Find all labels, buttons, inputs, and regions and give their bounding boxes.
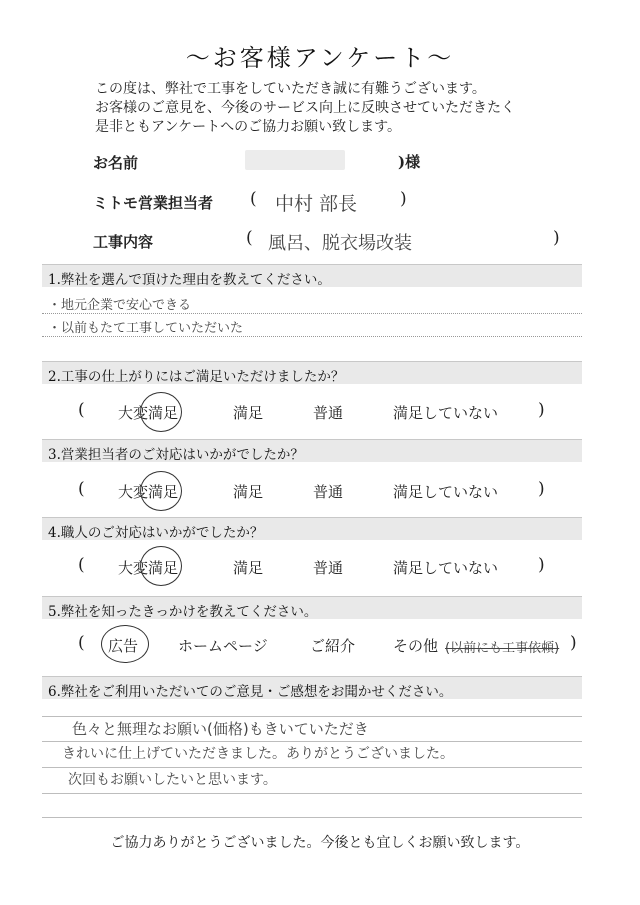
q5-option-other[interactable]: その他: [393, 637, 439, 655]
q5-option-advertisement[interactable]: 広告: [108, 637, 139, 655]
q2-option-very-satisfied[interactable]: 大変満足: [118, 404, 179, 422]
question-3-bar: [42, 439, 582, 462]
q2-paren-open: (: [78, 400, 85, 420]
q6-answer-3: 次回もお願いしたいと思います。: [68, 772, 277, 788]
question-5-text: 5.弊社を知ったきっかけを教えてください。: [48, 604, 318, 620]
question-1-text: 1.弊社を選んで頂けた理由を教えてください。: [48, 272, 331, 288]
q6-line-4: [42, 817, 582, 818]
q2-selection-circle: [140, 392, 182, 432]
q4-option-very-satisfied[interactable]: 大変満足: [118, 559, 179, 577]
q5-paren-open: (: [78, 633, 85, 653]
q6-answer-1: 色々と無理なお願い(価格)もきいていただき: [72, 720, 369, 738]
footer-thanks: ご協力ありがとうございました。今後とも宜しくお願い致します。: [110, 835, 530, 851]
question-6-text: 6.弊社をご利用いただいてのご意見・ご感想をお聞かせください。: [48, 684, 453, 700]
q6-answer-2: きれいに仕上げていただきました。ありがとうございました。: [62, 746, 454, 762]
q3-option-very-satisfied[interactable]: 大変満足: [118, 483, 179, 501]
work-label: 工事内容: [93, 233, 154, 251]
q2-paren-close: ): [538, 400, 545, 420]
q6-line-0: [42, 716, 582, 717]
work-paren-open: (: [246, 228, 253, 248]
name-redacted-area: [245, 150, 345, 170]
q4-paren-open: (: [78, 555, 85, 575]
question-1-bar: [42, 264, 582, 287]
question-2-text: 2.工事の仕上がりにはご満足いただけましたか？: [48, 369, 345, 385]
intro-line-1: この度は、弊社で工事をしていただき誠に有難うございます。: [95, 81, 486, 97]
intro-line-3: 是非ともアンケートへのご協力お願い致します。: [95, 119, 402, 135]
q5-selection-circle: [101, 625, 149, 663]
q1-answer-2: ・以前もたて工事していただいた: [48, 321, 244, 336]
q5-option-homepage[interactable]: ホームページ: [178, 637, 268, 655]
q5-paren-close: ): [570, 633, 577, 653]
q3-option-dissatisfied[interactable]: 満足していない: [393, 483, 499, 501]
question-5-bar: [42, 596, 582, 619]
survey-title: 〜お客様アンケート〜: [185, 44, 455, 72]
question-3-text: 3.営業担当者のご対応はいかがでしたか？: [48, 447, 304, 463]
question-6-bar: [42, 676, 582, 699]
name-suffix: )様: [398, 153, 421, 171]
q1-answer-1: ・地元企業で安心できる: [48, 298, 192, 313]
q3-selection-circle: [140, 471, 182, 511]
staff-label: ミトモ営業担当者: [93, 194, 214, 212]
q3-paren-open: (: [78, 479, 85, 499]
staff-paren-open: (: [250, 189, 257, 209]
staff-value: 中村 部長: [275, 193, 358, 215]
q3-option-neutral[interactable]: 普通: [313, 483, 344, 501]
q4-selection-circle: [140, 546, 182, 586]
q3-option-satisfied[interactable]: 満足: [233, 483, 264, 501]
q1-answer-line-1: [42, 313, 582, 314]
q3-paren-close: ): [538, 479, 545, 499]
q2-option-dissatisfied[interactable]: 満足していない: [393, 404, 499, 422]
work-value: 風呂、脱衣場改装: [268, 233, 412, 254]
question-4-text: 4.職人のご対応はいかがでしたか？: [48, 525, 264, 541]
q4-option-dissatisfied[interactable]: 満足していない: [393, 559, 499, 577]
work-paren-close: ): [553, 228, 560, 248]
question-4-bar: [42, 517, 582, 540]
q6-line-3: [42, 793, 582, 794]
q4-option-neutral[interactable]: 普通: [313, 559, 344, 577]
q2-option-satisfied[interactable]: 満足: [233, 404, 264, 422]
q4-option-satisfied[interactable]: 満足: [233, 559, 264, 577]
q4-paren-close: ): [538, 555, 545, 575]
q6-line-2: [42, 767, 582, 768]
q5-other-note: (以前にも工事依頼): [445, 641, 560, 656]
q6-line-1: [42, 741, 582, 742]
q1-answer-line-2: [42, 336, 582, 337]
name-label: お名前: [93, 154, 139, 172]
staff-paren-close: ): [400, 189, 407, 209]
question-2-bar: [42, 361, 582, 384]
intro-line-2: お客様のご意見を、今後のサービス向上に反映させていただきたく: [95, 100, 515, 116]
q2-option-neutral[interactable]: 普通: [313, 404, 344, 422]
q5-option-referral[interactable]: ご紹介: [310, 637, 356, 655]
